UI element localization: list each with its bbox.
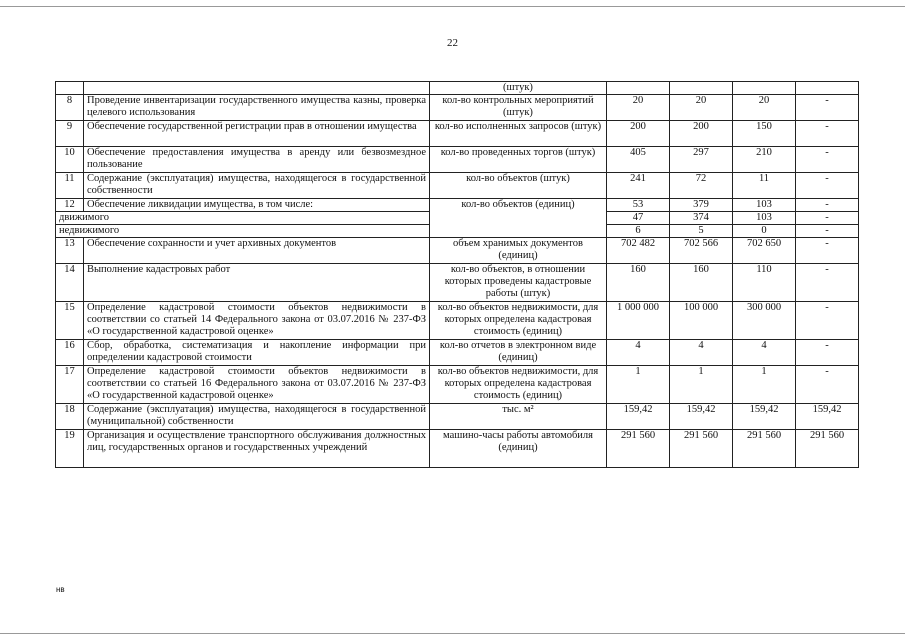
row-unit: кол-во объектов недвижимости, для которых определена кадастровая стоимость (единиц) [430,366,607,404]
row-name: Определение кадастровой стоимости объектов недвижимости в соответствии со статьей 16 Федерального закона от 03.07.2016 № 237-ФЗ «О государственной кадастровой оценке» [84,366,430,404]
row-value-2 [670,82,733,95]
row-name: Обеспечение сохранности и учет архивных документов [84,238,430,264]
row-value-2: 374 [670,212,733,225]
table-row [56,404,859,430]
row-unit: кол-во объектов (штук) [430,173,607,199]
subrow-name: недвижимого [56,225,430,238]
row-value-2: 291 560 [670,430,733,468]
row-unit: кол-во объектов (единиц) [430,199,607,238]
row-value-4: - [796,147,859,173]
row-number: 13 [56,238,84,264]
row-number: 10 [56,147,84,173]
page-number: 22 [447,37,458,49]
row-name: Выполнение кадастровых работ [84,264,430,302]
table-row [56,238,859,264]
scan-bottom-edge [0,633,905,634]
table-row [56,264,859,302]
row-value-3: 300 000 [733,302,796,340]
row-value-3: 20 [733,95,796,121]
row-unit: (штук) [430,82,607,95]
row-value-2: 72 [670,173,733,199]
row-value-4: 159,42 [796,404,859,430]
row-name: Обеспечение предоставления имущества в аренду или безвозмездное пользование [84,147,430,173]
row-value-2: 160 [670,264,733,302]
row-number: 12 [56,199,84,212]
row-value-2: 100 000 [670,302,733,340]
table-row [56,82,859,95]
row-value-4: - [796,302,859,340]
row-unit: кол-во проведенных торгов (штук) [430,147,607,173]
row-value-3: 210 [733,147,796,173]
row-value-1: 1 [607,366,670,404]
row-value-4: - [796,264,859,302]
table-row [56,302,859,340]
row-value-4: - [796,121,859,147]
row-value-3: 11 [733,173,796,199]
row-number: 17 [56,366,84,404]
row-value-4: - [796,366,859,404]
row-value-3: 103 [733,212,796,225]
row-value-3: 702 650 [733,238,796,264]
row-number: 8 [56,95,84,121]
row-name [84,82,430,95]
table-row [56,121,859,147]
row-value-1: 241 [607,173,670,199]
row-name: Обеспечение государственной регистрации прав в отношении имущества [84,121,430,147]
row-name: Содержание (эксплуатация) имущества, находящегося в государственной собственности [84,173,430,199]
row-value-2: 297 [670,147,733,173]
row-value-4: - [796,225,859,238]
row-name: Определение кадастровой стоимости объектов недвижимости в соответствии со статьей 14 Федерального закона от 03.07.2016 № 237-ФЗ «О государственной кадастровой оценке» [84,302,430,340]
table-row [56,173,859,199]
services-table [55,81,859,468]
row-unit: кол-во исполненных запросов (штук) [430,121,607,147]
row-number: 19 [56,430,84,468]
row-value-1: 53 [607,199,670,212]
row-unit: кол-во объектов недвижимости, для которых определена кадастровая стоимость (единиц) [430,302,607,340]
row-value-1 [607,82,670,95]
row-value-4 [796,82,859,95]
row-value-3: 0 [733,225,796,238]
subrow-name: движимого [56,212,430,225]
row-value-1: 291 560 [607,430,670,468]
row-number: 11 [56,173,84,199]
row-value-3: 1 [733,366,796,404]
row-value-1: 702 482 [607,238,670,264]
row-value-2: 4 [670,340,733,366]
footer-mark: нв [56,585,65,594]
row-value-2: 379 [670,199,733,212]
row-name: Содержание (эксплуатация) имущества, находящегося в государственной (муниципальной) собственности [84,404,430,430]
row-unit: кол-во контрольных мероприятий (штук) [430,95,607,121]
row-unit: тыс. м² [430,404,607,430]
row-value-3 [733,82,796,95]
row-value-1: 20 [607,95,670,121]
table-row [56,95,859,121]
row-value-2: 200 [670,121,733,147]
row-name: Сбор, обработка, систематизация и накопление информации при определении кадастровой стоимости [84,340,430,366]
row-value-1: 160 [607,264,670,302]
row-value-4: - [796,340,859,366]
row-value-2: 159,42 [670,404,733,430]
row-value-4: - [796,238,859,264]
row-value-1: 4 [607,340,670,366]
row-unit: объем хранимых документов (единиц) [430,238,607,264]
row-name: Проведение инвентаризации государственного имущества казны, проверка целевого использования [84,95,430,121]
row-number [56,82,84,95]
row-value-3: 150 [733,121,796,147]
row-value-2: 5 [670,225,733,238]
row-value-4: - [796,212,859,225]
row-value-3: 103 [733,199,796,212]
row-value-3: 110 [733,264,796,302]
row-name: Организация и осуществление транспортного обслуживания должностных лиц, государственных органов и государственных учреждений [84,430,430,468]
row-value-1: 47 [607,212,670,225]
row-value-3: 159,42 [733,404,796,430]
row-name: Обеспечение ликвидации имущества, в том числе: [84,199,430,212]
row-unit: кол-во объектов, в отношении которых проведены кадастровые работы (штук) [430,264,607,302]
row-value-4: - [796,95,859,121]
row-value-1: 159,42 [607,404,670,430]
row-value-2: 1 [670,366,733,404]
scan-top-edge [0,6,905,7]
row-value-3: 4 [733,340,796,366]
table-row [56,340,859,366]
row-number: 9 [56,121,84,147]
row-number: 14 [56,264,84,302]
row-value-1: 405 [607,147,670,173]
row-number: 15 [56,302,84,340]
row-number: 16 [56,340,84,366]
row-value-1: 200 [607,121,670,147]
row-value-4: - [796,173,859,199]
row-value-3: 291 560 [733,430,796,468]
table-row [56,199,859,212]
row-unit: машино-часы работы автомобиля (единиц) [430,430,607,468]
row-value-4: - [796,199,859,212]
table-row [56,366,859,404]
row-number: 18 [56,404,84,430]
table-row [56,430,859,468]
row-value-4: 291 560 [796,430,859,468]
row-value-2: 20 [670,95,733,121]
row-value-2: 702 566 [670,238,733,264]
table-row [56,147,859,173]
row-value-1: 1 000 000 [607,302,670,340]
row-unit: кол-во отчетов в электронном виде (единиц) [430,340,607,366]
row-value-1: 6 [607,225,670,238]
